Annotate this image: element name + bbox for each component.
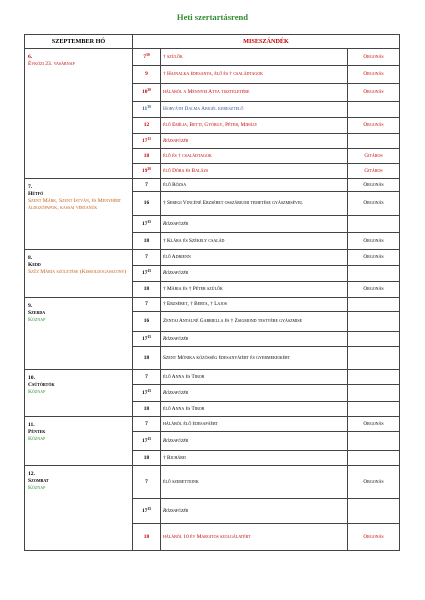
time-hour: 7 — [145, 420, 148, 427]
music-type: Orgonás — [348, 179, 400, 192]
table-row — [25, 417, 400, 432]
month-header: SZEPTEMBER HÓ — [25, 35, 133, 49]
day-feast: Köznap — [28, 484, 46, 491]
mass-time — [133, 298, 161, 312]
time-minutes: 15 — [147, 269, 151, 274]
time-hour: 18 — [143, 405, 150, 412]
day-name: Hétfő — [28, 190, 44, 197]
time-hour: 12 — [143, 122, 150, 129]
time-minutes: 30 — [147, 88, 151, 93]
time-hour: 17 — [142, 335, 148, 342]
time-minutes: 15 — [147, 436, 151, 441]
time-hour: 16 — [143, 318, 150, 325]
music-type — [348, 402, 400, 417]
time-hour: 7 — [145, 478, 148, 485]
mass-time — [133, 417, 161, 432]
mass-intention: Rózsafüzér — [161, 499, 348, 524]
time-minutes: 30 — [147, 105, 151, 110]
mass-intention: † Mária és † Péter szülők — [161, 282, 348, 298]
time-hour: 7 — [145, 373, 148, 380]
schedule-table — [24, 34, 400, 551]
day-number: 6. — [28, 54, 33, 60]
mass-time — [133, 102, 161, 118]
mass-time — [133, 164, 161, 179]
day-feast: Köznap — [28, 316, 46, 323]
music-type — [348, 312, 400, 332]
time-hour: 17 — [142, 220, 148, 227]
time-minutes: 15 — [147, 506, 151, 511]
day-feast: Szent Márk, Szent István, és Menyhért áldozópapok, kassai vértanúk — [28, 197, 122, 211]
music-type: Orgonás — [348, 118, 400, 134]
music-type — [348, 216, 400, 233]
mass-intention: hálából 10 év Margitos szolgálatért — [161, 524, 348, 551]
mass-intention: † Hajnalka édesanya, élő és † családtagok — [161, 66, 348, 84]
table-row — [25, 298, 400, 312]
day-feast: Szűz Mária születése (Kisboldogasszony) — [28, 268, 127, 275]
day-feast: Köznap — [28, 388, 46, 395]
mass-intention: élő Dóra és Balázs — [161, 164, 348, 179]
mass-intention: † szülők — [161, 49, 348, 66]
time-hour: 17 — [142, 137, 148, 144]
mass-time — [133, 282, 161, 298]
mass-time — [133, 149, 161, 164]
time-minutes: 30 — [146, 52, 150, 57]
day-cell — [25, 370, 133, 417]
mass-time — [133, 312, 161, 332]
mass-intention: Szent Mónika közösség édesanyáiért és gyermekeikért — [161, 347, 348, 370]
time-hour: 7 — [143, 53, 147, 60]
mass-time — [133, 266, 161, 282]
time-minutes: 30 — [147, 166, 151, 171]
intention-header: MISESZÁNDÉK — [133, 35, 400, 49]
music-type: Gitáros — [348, 164, 400, 179]
mass-time — [133, 370, 161, 385]
day-number: 9. — [28, 303, 33, 309]
mass-time — [133, 250, 161, 266]
mass-intention: Rózsafüzér — [161, 332, 348, 347]
mass-time — [133, 402, 161, 417]
music-type — [348, 298, 400, 312]
mass-time — [133, 179, 161, 192]
day-number: 11. — [28, 422, 35, 428]
table-row — [25, 250, 400, 266]
day-name: Szerda — [28, 309, 46, 316]
mass-intention: élő és † családtagok — [161, 149, 348, 164]
mass-intention: élő Anna és Tibor — [161, 402, 348, 417]
mass-intention: Zentai Antalné Gabriella és † Zsigmond testvére gyászmise — [161, 312, 348, 332]
mass-intention: Rózsafüzér — [161, 216, 348, 233]
time-hour: 17 — [142, 389, 148, 396]
music-type: Orgonás — [348, 233, 400, 250]
day-name: Csütörtök — [28, 381, 55, 388]
table-row — [25, 466, 400, 499]
mass-intention: hálából élő édesapáért — [161, 417, 348, 432]
time-hour: 11 — [142, 106, 148, 113]
mass-intention: Rózsafüzér — [161, 385, 348, 402]
day-cell — [25, 417, 133, 466]
day-name: Péntek — [28, 428, 46, 435]
music-type — [348, 347, 400, 370]
music-type: Orgonás — [348, 49, 400, 66]
mass-time — [133, 499, 161, 524]
table-row — [25, 370, 400, 385]
mass-intention: Rózsafüzér — [161, 134, 348, 149]
music-type — [348, 385, 400, 402]
time-hour: 9 — [145, 71, 148, 78]
table-row — [25, 49, 400, 66]
music-type — [348, 370, 400, 385]
time-minutes: 15 — [147, 136, 151, 141]
mass-intention: † Klára és Székely család — [161, 233, 348, 250]
music-type: Orgonás — [348, 282, 400, 298]
music-type: Orgonás — [348, 250, 400, 266]
page-title: Heti szertartásrend — [176, 12, 249, 22]
mass-time — [133, 432, 161, 451]
music-type: Orgonás — [348, 466, 400, 499]
time-hour: 18 — [143, 533, 150, 540]
time-hour: 18 — [143, 237, 150, 244]
mass-time — [133, 84, 161, 102]
music-type: Orgonás — [348, 524, 400, 551]
music-type — [348, 134, 400, 149]
day-number: 7. — [28, 184, 33, 190]
mass-intention: † Erzsébet, † Berta, † Lajos — [161, 298, 348, 312]
time-hour: 19 — [142, 167, 148, 174]
mass-time — [133, 216, 161, 233]
mass-time — [133, 347, 161, 370]
mass-intention: élő Emília, Betti, György, Péter, Mihály — [161, 118, 348, 134]
day-cell — [25, 466, 133, 551]
mass-intention: Rózsafüzér — [161, 432, 348, 451]
music-type — [348, 432, 400, 451]
music-type — [348, 266, 400, 282]
mass-time — [133, 134, 161, 149]
music-type — [348, 332, 400, 347]
day-cell — [25, 49, 133, 179]
time-hour: 17 — [142, 270, 148, 277]
mass-time — [133, 524, 161, 551]
music-type — [348, 451, 400, 466]
mass-intention: élő Anna és Tibor — [161, 370, 348, 385]
table-header-row — [25, 35, 400, 49]
mass-intention: élő szeretteink — [161, 466, 348, 499]
mass-time — [133, 118, 161, 134]
day-number: 12. — [28, 471, 35, 477]
time-hour: 17 — [142, 437, 148, 444]
mass-time — [133, 451, 161, 466]
music-type: Orgonás — [348, 192, 400, 216]
mass-intention: élő Adrienn — [161, 250, 348, 266]
mass-time — [133, 385, 161, 402]
mass-intention: Rózsafüzér — [161, 266, 348, 282]
music-type: Orgonás — [348, 66, 400, 84]
time-hour: 18 — [143, 354, 150, 361]
day-number: 8. — [28, 255, 33, 261]
mass-time — [133, 49, 161, 66]
day-number: 10. — [28, 375, 35, 381]
mass-intention: † Seregi Vincéné Erzsébet osszáriumi temetése gyászmisével — [161, 192, 348, 216]
mass-time — [133, 466, 161, 499]
time-hour: 17 — [142, 507, 148, 514]
mass-time — [133, 332, 161, 347]
mass-intention: † Richárd — [161, 451, 348, 466]
time-hour: 7 — [145, 181, 148, 188]
music-type — [348, 499, 400, 524]
day-cell — [25, 298, 133, 370]
day-feast: Évközi 23. vasárnap — [28, 60, 75, 67]
day-name: Szombat — [28, 477, 49, 484]
music-type: Orgonás — [348, 417, 400, 432]
day-feast: Köznap — [28, 435, 46, 442]
time-minutes: 15 — [147, 219, 151, 224]
mass-intention: Horváth Dalma Abigél keresztelő — [161, 102, 348, 118]
day-cell — [25, 250, 133, 298]
day-cell — [25, 179, 133, 250]
time-hour: 18 — [143, 454, 150, 461]
time-hour: 16 — [143, 200, 150, 207]
time-hour: 7 — [145, 254, 148, 261]
mass-intention: hálából a Mennyei Atya tiszteletére — [161, 84, 348, 102]
mass-time — [133, 192, 161, 216]
time-hour: 10 — [142, 89, 148, 96]
mass-time — [133, 233, 161, 250]
table-row — [25, 179, 400, 192]
time-hour: 18 — [143, 286, 150, 293]
music-type: Gitáros — [348, 149, 400, 164]
time-minutes: 15 — [147, 334, 151, 339]
time-hour: 18 — [143, 152, 150, 159]
mass-intention: élő Rózsa — [161, 179, 348, 192]
music-type — [348, 102, 400, 118]
day-name: Kedd — [28, 261, 41, 268]
time-hour: 7 — [145, 301, 148, 308]
music-type: Orgonás — [348, 84, 400, 102]
mass-time — [133, 66, 161, 84]
time-minutes: 15 — [147, 388, 151, 393]
